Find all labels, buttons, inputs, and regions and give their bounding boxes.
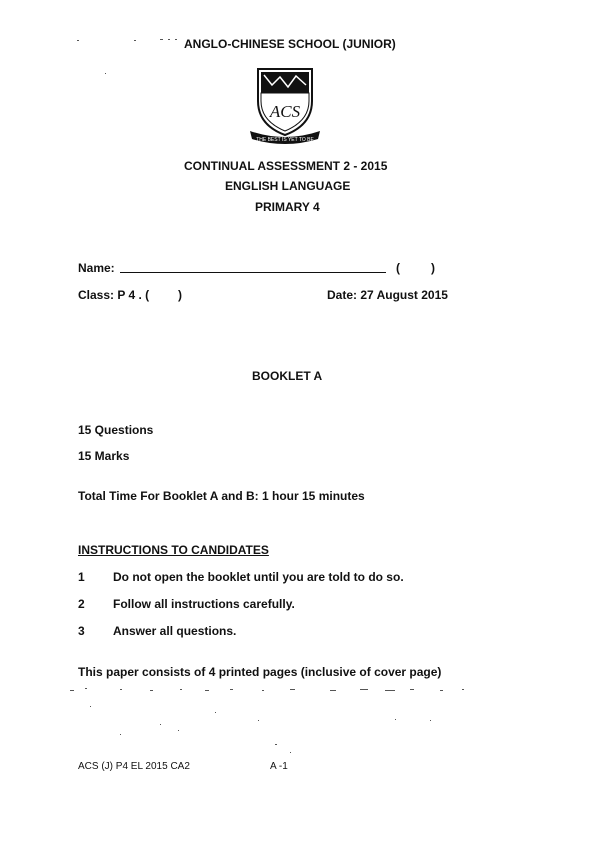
paper-code: ACS (J) P4 EL 2015 CA2 [78,761,190,772]
index-open-paren: ( [396,261,400,275]
class-close-paren: ) [178,288,182,302]
instruction-number: 1 [78,570,85,584]
name-label: Name: [78,261,115,275]
school-crest-logo [246,63,324,147]
marks-count: 15 Marks [78,449,130,463]
page-number: A -1 [270,761,288,772]
exam-level: PRIMARY 4 [255,200,320,214]
school-name: ANGLO-CHINESE SCHOOL (JUNIOR) [184,37,396,51]
instruction-text: Follow all instructions carefully. [113,597,295,611]
instruction-text: Answer all questions. [113,624,237,638]
total-time: Total Time For Booklet A and B: 1 hour 15 minutes [78,489,365,503]
booklet-title: BOOKLET A [252,369,323,383]
crest-monogram: ACS [269,102,301,121]
instruction-text: Do not open the booklet until you are told to do so. [113,570,404,584]
instructions-heading: INSTRUCTIONS TO CANDIDATES [78,543,269,557]
name-write-line [120,272,386,273]
crest-motto: THE BEST IS YET TO BE [256,137,314,143]
instruction-number: 3 [78,624,85,638]
class-label: Class: P 4 . ( [78,288,150,302]
page-count-note: This paper consists of 4 printed pages (inclusive of cover page) [78,665,442,679]
instruction-number: 2 [78,597,85,611]
exam-subject: ENGLISH LANGUAGE [225,179,351,193]
index-close-paren: ) [431,261,435,275]
exam-date: Date: 27 August 2015 [327,288,448,302]
question-count: 15 Questions [78,423,154,437]
exam-title: CONTINUAL ASSESSMENT 2 - 2015 [184,159,388,173]
